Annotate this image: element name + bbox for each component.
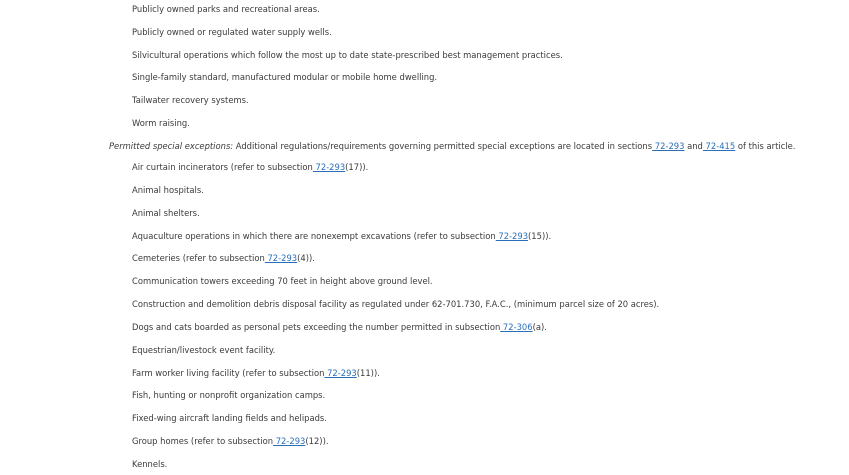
item-text: Single-family standard, manufactured modular or mobile home dwelling. [132,72,438,82]
list-item [132,321,547,333]
list-item [132,161,368,173]
item-text: Publicly owned or regulated water supply wells. [132,27,332,37]
list-item [132,3,320,15]
subsection-link[interactable]: 72-293 [273,436,306,446]
list-item [132,275,433,287]
list-item [132,207,200,219]
section-label: Permitted special exceptions: [109,141,234,151]
list-item [132,49,563,61]
item-text: Cemeteries (refer to subsection [132,253,265,263]
list-item [132,117,190,129]
section-link-72-293[interactable]: 72-293 [652,141,685,151]
list-item [132,412,327,424]
section-text-end: of this article. [735,141,796,151]
item-text: Dogs and cats boarded as personal pets exceeding the number permitted in subsection [132,322,501,332]
item-text: Silvicultural operations which follow the most up to date state-prescribed best management practices. [132,50,563,60]
item-suffix: (12)). [305,436,329,446]
list-item [132,389,325,401]
item-text: Worm raising. [132,118,190,128]
list-item [132,435,329,447]
section-text: Additional regulations/requirements governing permitted special exceptions are located in sections [233,141,653,151]
subsection-link[interactable]: 72-293 [324,368,357,378]
item-text: Animal hospitals. [132,185,204,195]
list-item [132,344,275,356]
item-text: Equestrian/livestock event facility. [132,345,276,355]
section-text-mid: and [684,141,703,151]
item-text: Tailwater recovery systems. [132,95,249,105]
section-heading [109,140,795,152]
subsection-link[interactable]: 72-293 [312,162,346,172]
item-text: Group homes (refer to subsection [132,436,274,446]
list-item [132,298,659,310]
item-suffix: (a). [532,322,547,332]
item-suffix: (11)). [356,368,380,378]
item-text: Air curtain incinerators (refer to subsection [132,162,313,172]
list-item [132,367,380,379]
item-text: Farm worker living facility (refer to subsection [132,368,325,378]
list-item [132,230,551,242]
item-text: Kennels. [132,459,168,469]
item-text: Animal shelters. [132,208,200,218]
subsection-link[interactable]: 72-293 [495,231,529,241]
subsection-link[interactable]: 72-306 [500,322,533,332]
item-suffix: (4)). [297,253,315,263]
list-item [132,458,167,470]
section-link-72-415[interactable]: 72-415 [702,141,736,151]
item-text: Aquaculture operations in which there are nonexempt excavations (refer to subsection [132,231,496,241]
item-suffix: (15)). [528,231,552,241]
item-text: Fish, hunting or nonprofit organization camps. [132,390,326,400]
list-item [132,184,204,196]
subsection-link[interactable]: 72-293 [264,253,298,263]
list-item [132,252,315,264]
item-text: Fixed-wing aircraft landing fields and helipads. [132,413,327,423]
list-item [132,94,249,106]
list-item [132,26,332,38]
list-item [132,71,437,83]
item-suffix: (17)). [345,162,369,172]
item-text: Communication towers exceeding 70 feet in height above ground level. [132,276,433,286]
item-text: Publicly owned parks and recreational areas. [132,4,320,14]
item-text: Construction and demolition debris disposal facility as regulated under 62-701.730, F.A.C., (minimum parcel size of 20 acres). [132,299,660,309]
